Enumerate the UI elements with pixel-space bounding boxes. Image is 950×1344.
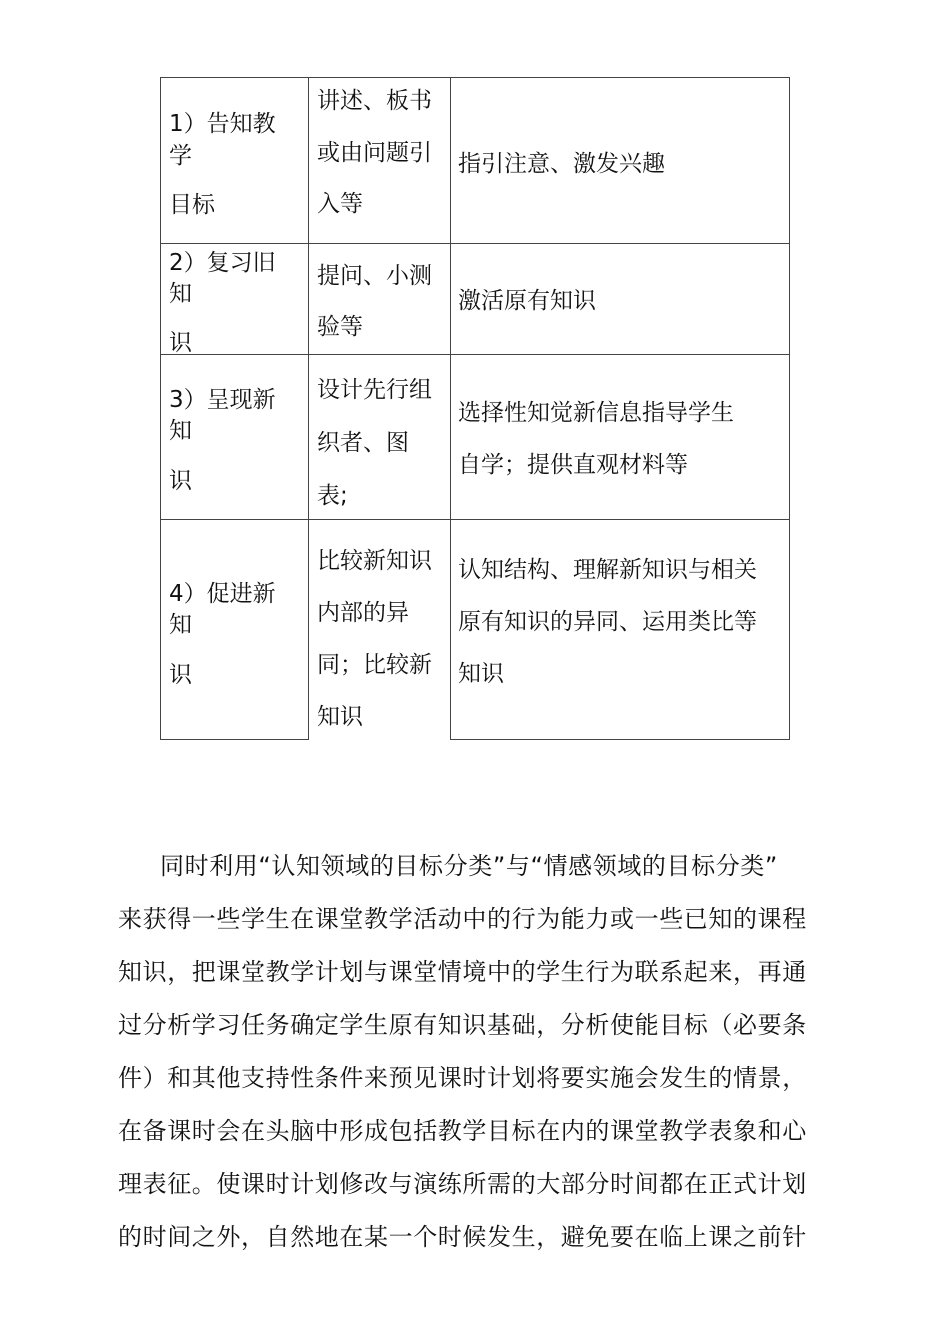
table-row-1-step [160, 77, 309, 244]
table-row-2-step [160, 243, 309, 355]
cell-line: 验等 [317, 314, 363, 340]
cell-line: 学 [169, 143, 192, 169]
table-row-4-purpose [450, 519, 790, 740]
cell-line: 知 [169, 281, 192, 307]
cell-line: 自学；提供直观材料等 [458, 452, 688, 478]
cell-line: 选择性知觉新信息指导学生 [458, 400, 734, 426]
paragraph-line: 知识，把课堂教学计划与课堂情境中的学生行为联系起来，再通 [118, 958, 807, 986]
paragraph-line: 件）和其他支持性条件来预见课时计划将要实施会发生的情景， [118, 1064, 807, 1092]
cell-line: 同；比较新 [317, 652, 432, 678]
cell-line: 认知结构、理解新知识与相关 [458, 557, 757, 583]
cell-line: 知识 [317, 704, 363, 730]
cell-line: 原有知识的异同、运用类比等 [458, 609, 757, 635]
cell-line: 识 [169, 662, 192, 688]
cell-line: 讲述、板书 [317, 88, 432, 114]
cell-line: 1）告知教 [169, 111, 276, 137]
paragraph-line: 理表征。使课时计划修改与演练所需的大部分时间都在正式计划 [118, 1170, 807, 1198]
cell-line: 4）促进新 [169, 581, 276, 607]
table-row-4-step [160, 519, 309, 740]
cell-line: 知 [169, 418, 192, 444]
cell-line: 知识 [458, 661, 504, 687]
table-row-3-purpose [450, 354, 790, 520]
table-row-3-method [308, 354, 451, 520]
table-row-1-method [308, 77, 451, 244]
cell-line: 提问、小测 [317, 263, 432, 289]
cell-line: 或由问题引 [317, 140, 432, 166]
teaching-steps-table [160, 77, 790, 740]
cell-line: 3）呈现新 [169, 387, 276, 413]
cell-line: 入等 [317, 191, 363, 217]
cell-line: 激活原有知识 [458, 288, 596, 314]
table-row-1-purpose [450, 77, 790, 244]
cell-line: 表; [317, 483, 348, 509]
cell-line: 织者、图 [317, 430, 409, 456]
table-row-2-purpose [450, 243, 790, 355]
cell-line: 比较新知识 [317, 548, 432, 574]
paragraph-line: 的时间之外，自然地在某一个时候发生，避免要在临上课之前针 [118, 1223, 807, 1251]
paragraph-line: 在备课时会在头脑中形成包括教学目标在内的课堂教学表象和心 [118, 1117, 807, 1145]
cell-line: 知 [169, 612, 192, 638]
table-row-4-method [308, 519, 451, 740]
paragraph-line: 来获得一些学生在课堂教学活动中的行为能力或一些已知的课程 [118, 905, 807, 933]
cell-line: 设计先行组 [317, 377, 432, 403]
cell-line: 识 [169, 330, 192, 356]
cell-line: 目标 [169, 192, 215, 218]
paragraph-line: 过分析学习任务确定学生原有知识基础，分析使能目标（必要条 [118, 1011, 807, 1039]
cell-line: 指引注意、激发兴趣 [458, 151, 665, 177]
table-row-3-step [160, 354, 309, 520]
cell-line: 识 [169, 468, 192, 494]
paragraph-line: 同时利用“认知领域的目标分类”与“情感领域的目标分类” [160, 852, 778, 880]
cell-line: 内部的异 [317, 600, 409, 626]
table-row-2-method [308, 243, 451, 355]
cell-line: 2）复习旧 [169, 250, 276, 276]
